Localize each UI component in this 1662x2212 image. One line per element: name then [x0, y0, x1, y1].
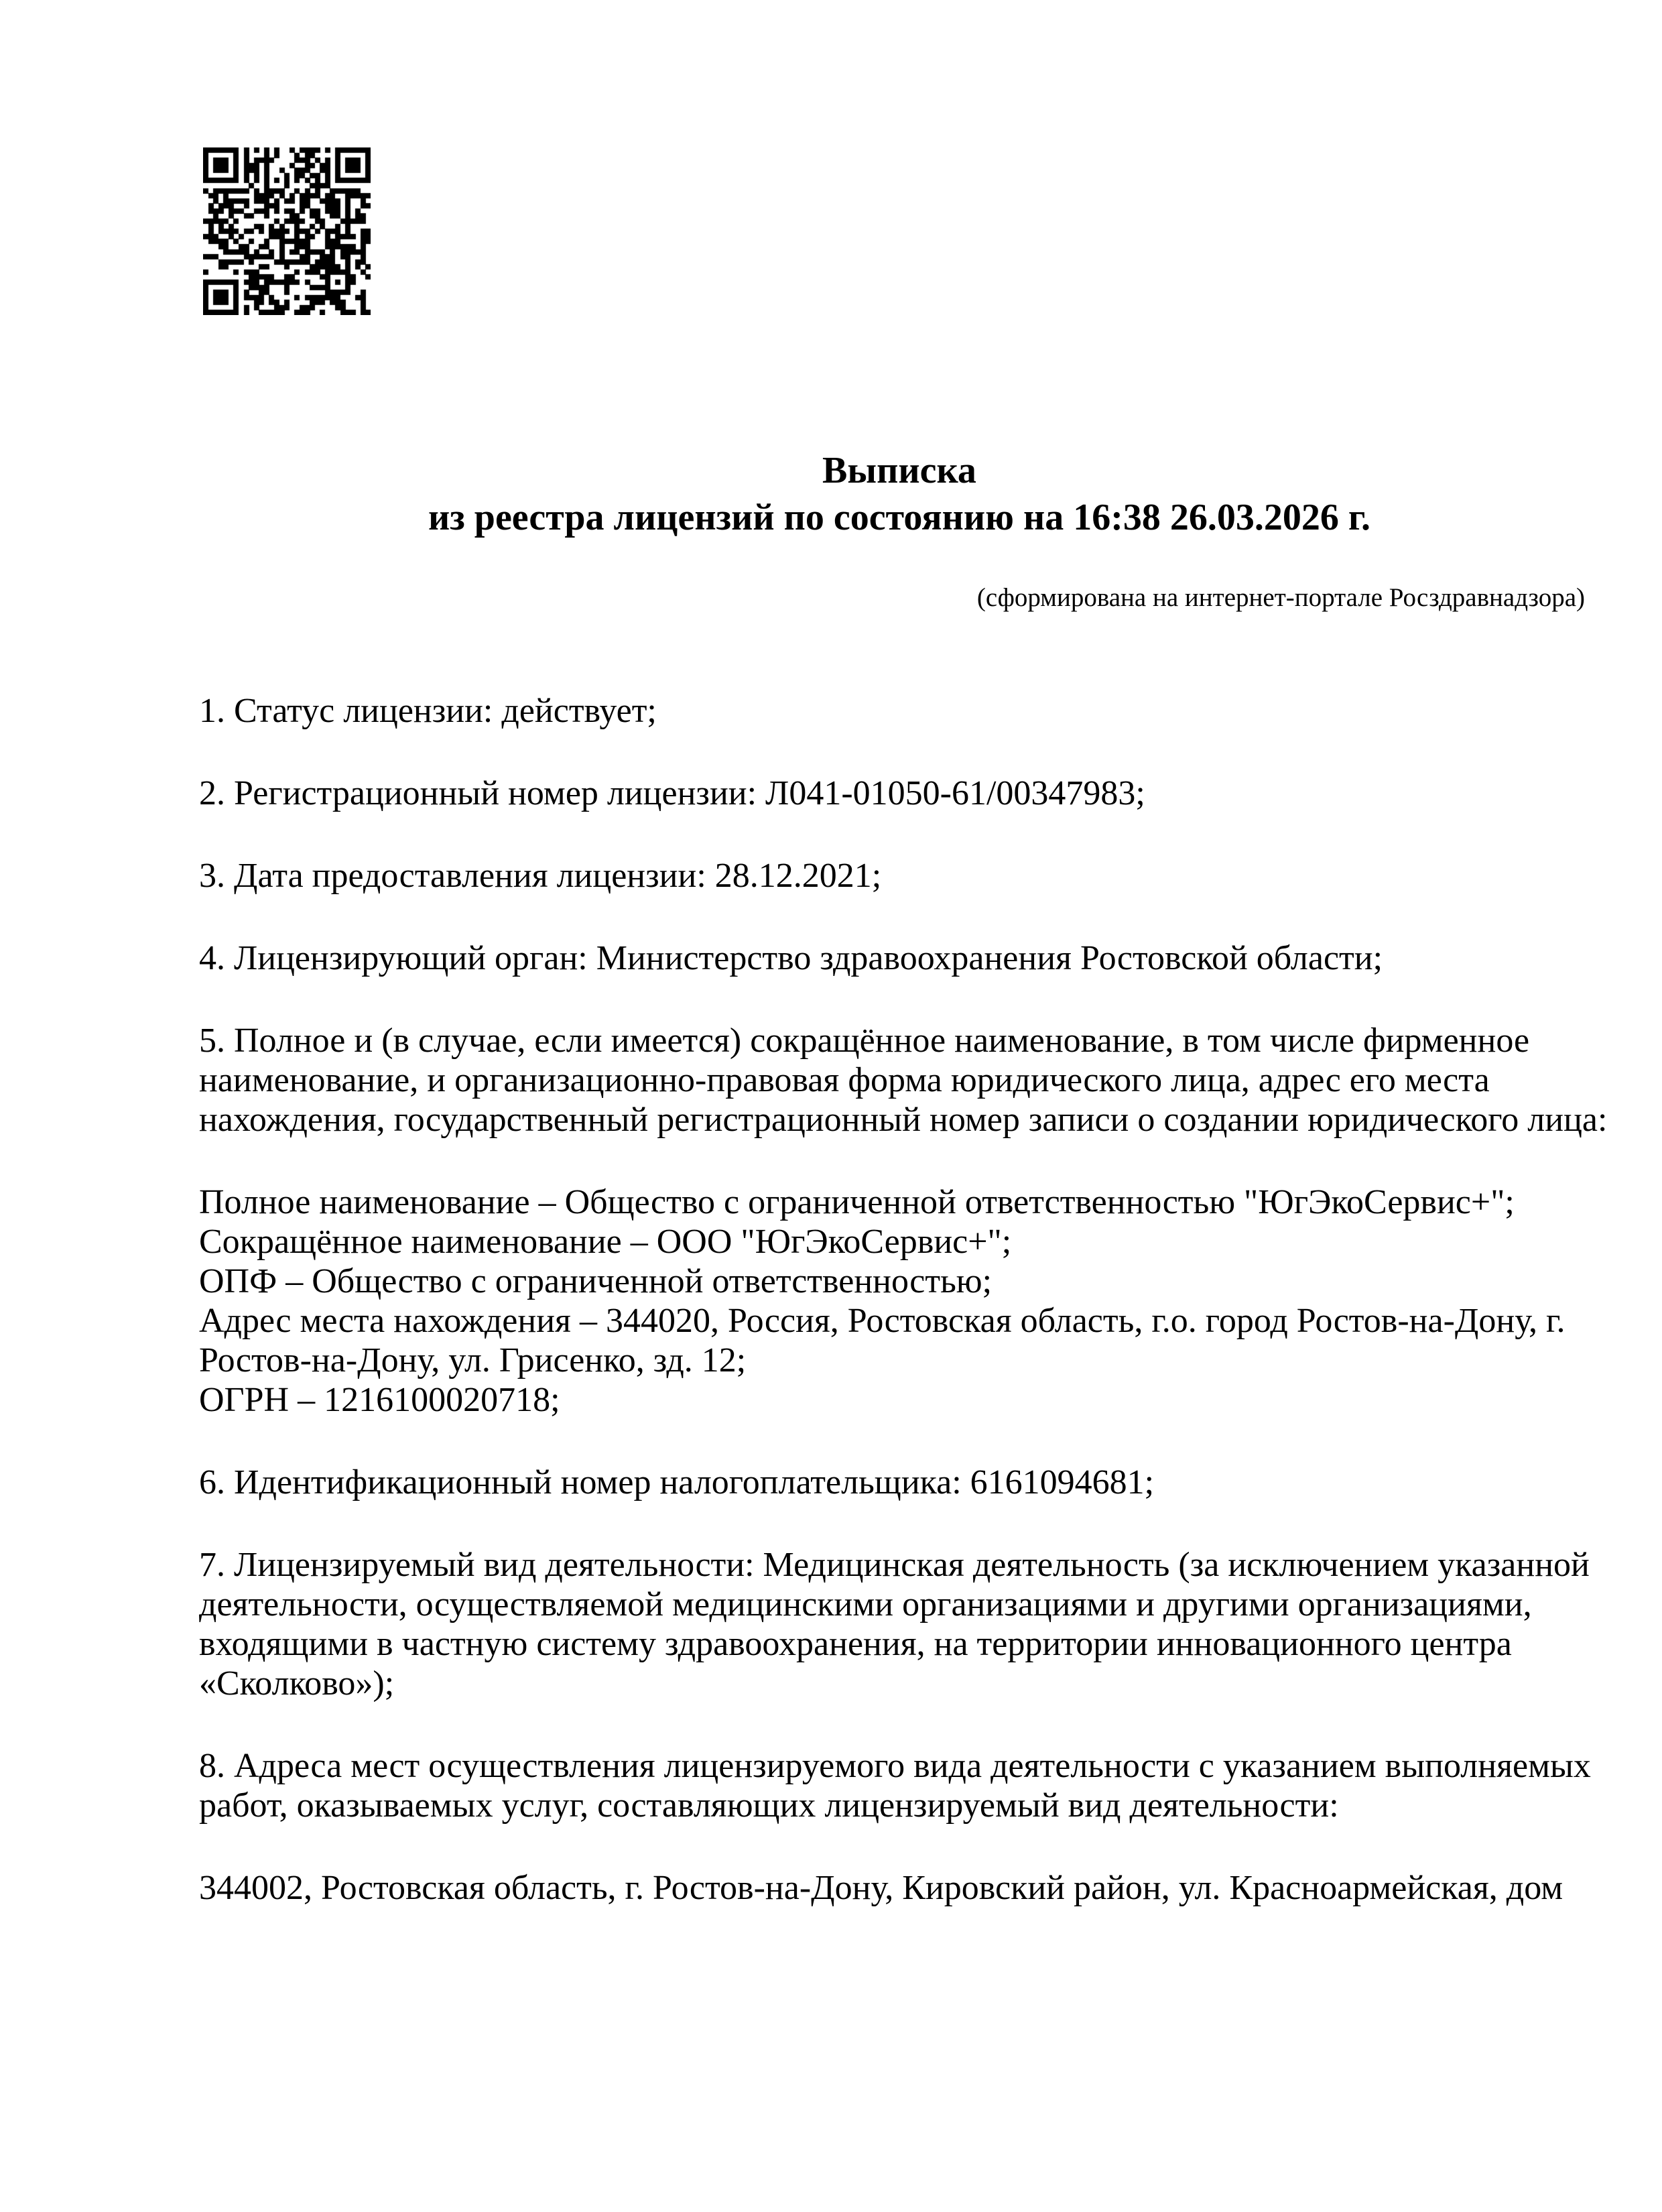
document-subtitle: (сформирована на интернет-портале Росздравнадзора)	[976, 583, 1585, 612]
text-line: 4. Лицензирующий орган: Министерство здравоохранения Ростовской области;	[199, 939, 1383, 977]
document-title	[199, 447, 1600, 541]
text-line: деятельности, осуществляемой медицинскими организациями и другими организациями,	[199, 1585, 1532, 1623]
paragraph	[199, 856, 1600, 896]
text-line: «Сколково»);	[199, 1664, 395, 1703]
text-line: ОГРН – 1216100020718;	[199, 1381, 560, 1419]
qr-code	[203, 147, 371, 315]
title-line-1: Выписка	[822, 450, 976, 491]
text-line: 344002, Ростовская область, г. Ростов-на-Дону, Кировский район, ул. Красноармейская, дом	[199, 1869, 1563, 1907]
text-line: нахождения, государственный регистрационный номер записи о создании юридического лица:	[199, 1101, 1608, 1139]
text-line: наименование, и организационно-правовая форма юридического лица, адрес его места	[199, 1061, 1490, 1099]
paragraph	[199, 691, 1600, 731]
text-line: работ, оказываемых услуг, составляющих лицензируемый вид деятельности:	[199, 1786, 1339, 1825]
text-line: 7. Лицензируемый вид деятельности: Медицинская деятельность (за исключением указанной	[199, 1546, 1590, 1584]
qr-code-image	[203, 147, 371, 315]
paragraph	[199, 938, 1600, 978]
text-line: 1. Статус лицензии: действует;	[199, 692, 657, 730]
text-line: ОПФ – Общество с ограниченной ответственностью;	[199, 1262, 993, 1300]
paragraph	[199, 1545, 1600, 1703]
paragraph	[199, 1463, 1600, 1502]
document-body	[199, 691, 1608, 1951]
text-line: Ростов-на-Дону, ул. Грисенко, зд. 12;	[199, 1341, 747, 1379]
text-line: 2. Регистрационный номер лицензии: Л041-01050-61/00347983;	[199, 774, 1145, 812]
paragraph	[199, 1868, 1600, 1908]
text-line: входящими в частную систему здравоохранения, на территории инновационного центра	[199, 1625, 1512, 1663]
text-line: Полное наименование – Общество с ограниченной ответственностью "ЮгЭкоСервис+";	[199, 1183, 1515, 1221]
text-line: 8. Адреса мест осуществления лицензируемого вида деятельности с указанием выполняемых	[199, 1747, 1591, 1785]
text-line: 5. Полное и (в случае, если имеется) сокращённое наименование, в том числе фирменное	[199, 1022, 1530, 1060]
paragraph	[199, 1182, 1600, 1420]
text-line: Адрес места нахождения – 344020, Россия, Ростовская область, г.о. город Ростов-на-Дону, г.	[199, 1302, 1565, 1340]
text-line: 6. Идентификационный номер налогоплательщика: 6161094681;	[199, 1463, 1155, 1501]
paragraph	[199, 1746, 1600, 1825]
paragraph	[199, 774, 1600, 813]
title-line-2: из реестра лицензий по состоянию на 16:38 26.03.2026 г.	[428, 497, 1370, 538]
paragraph	[199, 1021, 1608, 1140]
text-line: 3. Дата предоставления лицензии: 28.12.2021;	[199, 857, 882, 895]
text-line: Сокращённое наименование – ООО "ЮгЭкоСервис+";	[199, 1223, 1012, 1261]
